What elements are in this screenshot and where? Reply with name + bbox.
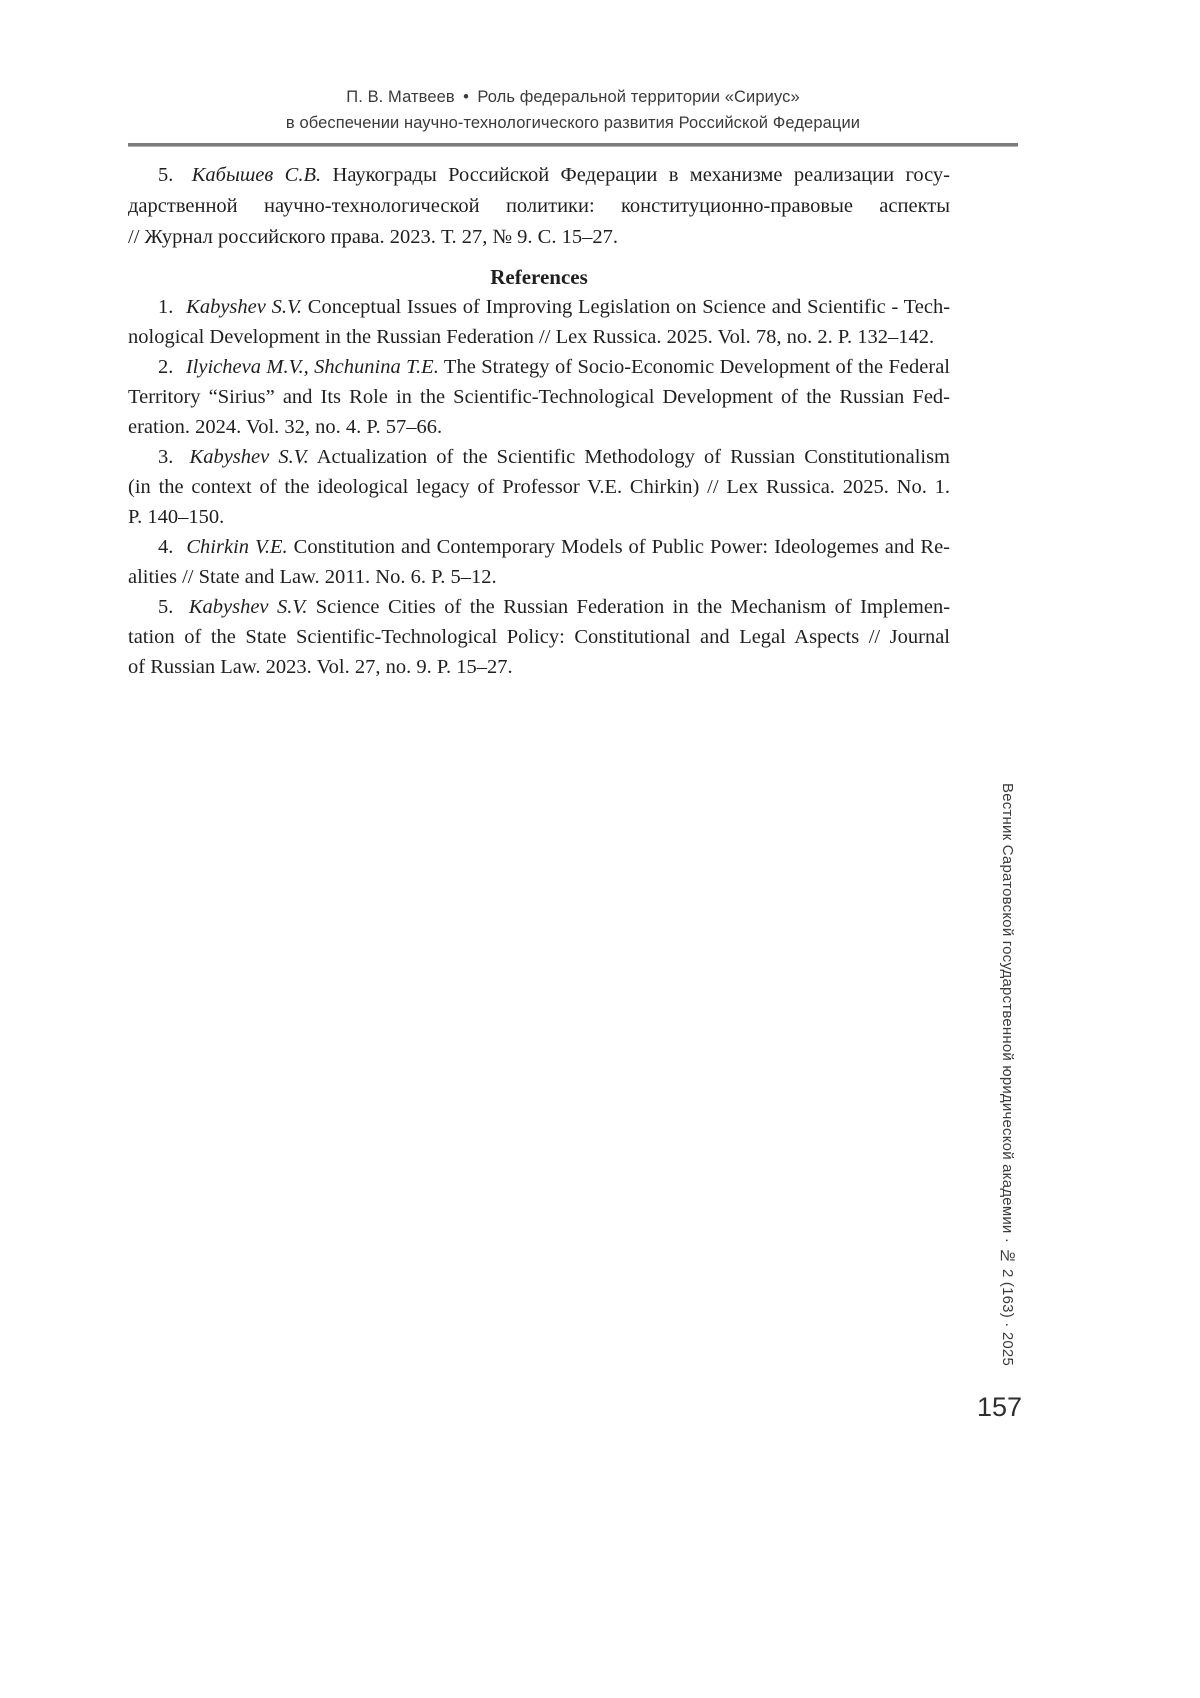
reference-text: дарственной научно-технологической политики: конституционно-правовые аспекты [128, 195, 950, 217]
page-number: 157 [976, 1392, 1022, 1422]
text-line [128, 382, 950, 412]
text-line [128, 592, 950, 622]
reference-text: nological Development in the Russian Federation // Lex Russica. 2025. Vol. 78, no. 2. P. 132–142. [128, 326, 935, 348]
reference-text: Actualization of the Scientific Methodology of Russian Constitutionalism [316, 446, 951, 468]
text-line [128, 191, 950, 222]
page-content [128, 160, 950, 682]
text-line [128, 160, 950, 191]
reference-text: The Strategy of Socio-Economic Development of the Federal [443, 356, 950, 378]
text-line [128, 292, 950, 322]
text-line [128, 322, 950, 352]
text-line [128, 532, 950, 562]
reference-text: alities // State and Law. 2011. No. 6. P. 5–12. [128, 566, 497, 588]
text-line [128, 622, 950, 652]
reference-text: Constitution and Contemporary Models of Public Power: Ideologemes and Re- [293, 536, 951, 558]
running-header-line1: П. В. Матвеев • Роль федеральной территории «Сириус» [346, 88, 800, 106]
running-header-line2: в обеспечении научно-технологического развития Российской Федерации [285, 114, 861, 132]
text-line [128, 652, 950, 682]
reference-item [128, 292, 950, 352]
reference-text: tation of the State Scientific-Technological Policy: Constitutional and Legal Aspects // Journal [128, 626, 950, 648]
header-rule [128, 143, 1018, 147]
running-header [128, 84, 1018, 136]
reference-item [128, 442, 950, 532]
item-number: 5. [158, 164, 174, 186]
text-line [128, 502, 950, 532]
journal-imprint-vertical: Вестник Саратовской государственной юридической академии · № 2 (163) · 2025 [999, 783, 1016, 1367]
references-heading: References [490, 265, 588, 289]
reference-authors: Kabyshev S.V. [188, 596, 308, 618]
text-line [128, 412, 950, 442]
reference-item [128, 352, 950, 442]
reference-authors: Kabyshev S.V. [189, 446, 309, 468]
reference-authors: Kabyshev S.V. [186, 296, 303, 318]
reference-authors: Chirkin V.E. [186, 536, 288, 558]
item-number: 4. [158, 536, 174, 558]
item-number: 3. [158, 446, 174, 468]
reference-text: of Russian Law. 2023. Vol. 27, no. 9. P. 15–27. [128, 656, 513, 678]
reference-text: // Журнал российского права. 2023. Т. 27, № 9. С. 15–27. [128, 226, 618, 248]
text-line [128, 472, 950, 502]
reference-text: Наукограды Российской Федерации в механизме реализации госу- [332, 164, 951, 186]
text-line [128, 222, 950, 253]
reference-text: eration. 2024. Vol. 32, no. 4. P. 57–66. [128, 416, 443, 438]
reference-text: Science Cities of the Russian Federation in the Mechanism of Implemen- [315, 596, 951, 618]
reference-item [128, 532, 950, 592]
reference-authors: Ilyicheva M.V., Shchunina T.E. [185, 356, 439, 378]
reference-item [128, 592, 950, 682]
reference-text: P. 140–150. [128, 506, 225, 528]
russian-reference-item [128, 160, 950, 253]
item-number: 5. [158, 596, 174, 618]
item-number: 1. [158, 296, 174, 318]
reference-text: (in the context of the ideological legacy of Professor V.E. Chirkin) // Lex Russica. 2025. No. 1. [128, 476, 950, 498]
text-line [128, 562, 950, 592]
item-number: 2. [158, 356, 174, 378]
reference-authors: Кабышев С.В. [191, 164, 322, 186]
text-line [128, 352, 950, 382]
reference-text: Territory “Sirius” and Its Role in the Scientific-Technological Development of the Russian Fed- [128, 386, 950, 408]
text-line [128, 442, 950, 472]
reference-text: Conceptual Issues of Improving Legislation on Science and Scientific - Tech- [307, 296, 951, 318]
